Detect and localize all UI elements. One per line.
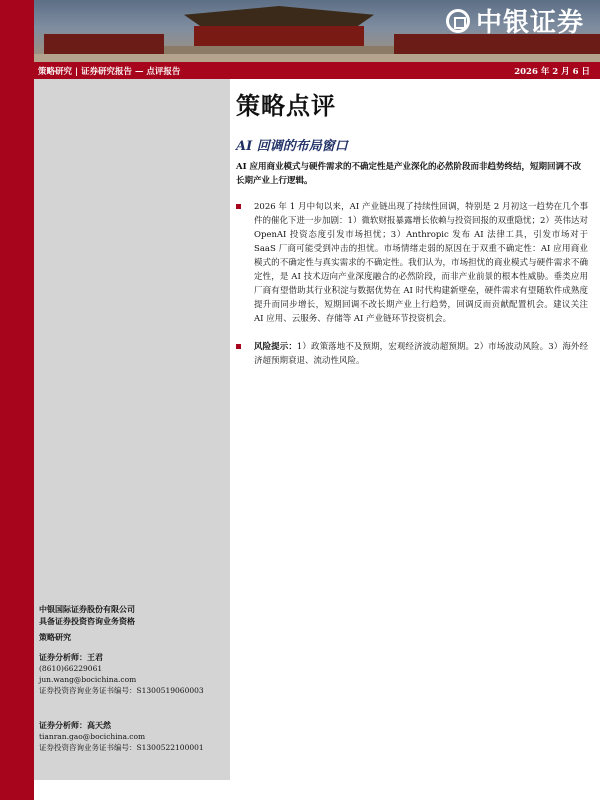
analyst-email[interactable]: tianran.gao@bocichina.com bbox=[39, 732, 146, 741]
department: 策略研究 bbox=[39, 632, 71, 642]
company-qualification: 具备证券投资咨询业务资格 bbox=[39, 616, 135, 626]
analyst-cert: 证券投资咨询业务证书编号：S1300519060003 bbox=[39, 686, 204, 695]
palace-roof bbox=[184, 6, 374, 28]
company-logo bbox=[446, 2, 584, 39]
analyst-card-1 bbox=[39, 651, 225, 696]
analyst-name: 证券分析师：高天然 bbox=[39, 720, 111, 730]
analyst-cert: 证券投资咨询业务证书编号：S1300522100001 bbox=[39, 743, 204, 752]
left-red-stripe bbox=[0, 0, 34, 800]
bullet-text: 2026 年 1 月中旬以来，AI 产业链出现了持续性回调，特别是 2 月初这一趋势在几个事件的催化下进一步加剧：1）微软财报暴露增长依赖与投资回报的双重隐忧；2）英伟达对 OpenAI 投资态度引发市场担忧；3）Anthropic 发布 AI 法律工具，引发市场对于 SaaS 厂商可能受到冲击的担忧。市场情绪走弱的原因在于双重不确定性：AI 应用商业模式的不确定性与真实需求的不确定性。我们认为，市场担忧的商业模式与硬件需求不确定性，是 AI 技术迈向产业深度融合的必然阶段，而非产业前景的根本性威胁。垂类应用厂商有望借助其行业积淀与数据优势在 AI 时代构建新壁垒，硬件需求有望随软件成熟度提升而同步增长，短期回调不改长期产业上行趋势，回调反而贡献配置机会。建议关注 AI 应用、云服务、存储等 AI 产业链环节投资机会。 bbox=[254, 202, 588, 324]
palace-hall bbox=[194, 26, 364, 48]
header-banner-image bbox=[34, 0, 600, 62]
bullet-square-icon bbox=[236, 344, 241, 349]
page-subtitle: AI 回调的布局窗口 bbox=[236, 139, 348, 154]
report-header-bar bbox=[34, 62, 600, 79]
bullet-risk bbox=[236, 340, 588, 368]
company-info bbox=[39, 603, 225, 627]
page-title: 策略点评 bbox=[236, 91, 336, 120]
risk-text: 1）政策落地不及预期，宏观经济波动超预期。2）市场波动风险。3）海外经济超预期衰退、流动性风险。 bbox=[254, 342, 588, 366]
main-content bbox=[236, 86, 588, 368]
risk-label: 风险提示： bbox=[254, 342, 297, 352]
analyst-card-2 bbox=[39, 719, 225, 753]
palace-wing-left bbox=[44, 34, 164, 54]
summary-text: AI 应用商业模式与硬件需求的不确定性是产业深化的必然阶段而非趋势终结，短期回调不改长期产业上行逻辑。 bbox=[236, 162, 582, 186]
breadcrumb: 策略研究 | 证券研究报告 — 点评报告 bbox=[38, 66, 181, 77]
analyst-phone: (8610)66229061 bbox=[39, 664, 103, 673]
analyst-name: 证券分析师：王君 bbox=[39, 652, 103, 662]
report-date: 2026 年 2 月 6 日 bbox=[514, 66, 590, 77]
analyst-email[interactable]: jun.wang@bocichina.com bbox=[39, 675, 137, 684]
palace-ground bbox=[34, 54, 600, 62]
logo-text: 中银证券 bbox=[475, 8, 584, 38]
bullet-square-icon bbox=[236, 204, 241, 209]
bullet-main bbox=[236, 200, 588, 326]
sidebar bbox=[34, 79, 230, 780]
boc-logo-icon bbox=[446, 9, 470, 33]
company-name: 中银国际证券股份有限公司 bbox=[39, 604, 135, 614]
